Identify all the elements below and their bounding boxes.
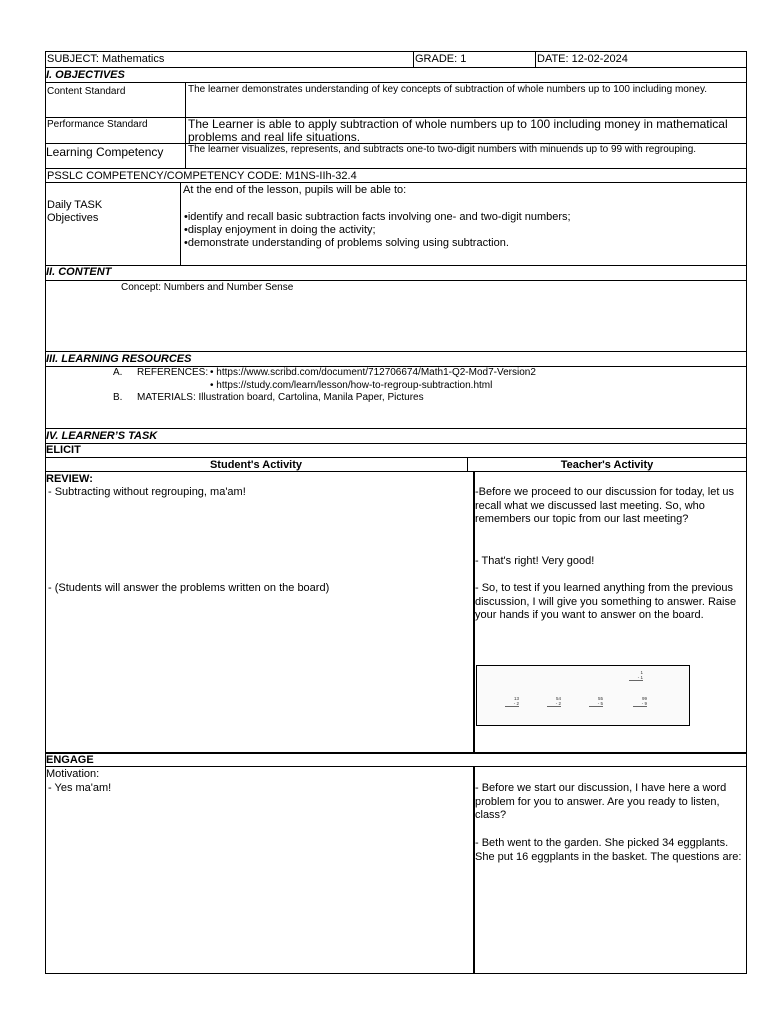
grade-label: GRADE: 1 bbox=[415, 53, 467, 65]
engage-teacher-prompt: - Beth went to the garden. She picked 34 eggplants. She put 16 eggplants in the basket. The questions are: bbox=[475, 837, 742, 863]
board-problem: 55 - 5 bbox=[589, 696, 603, 707]
content-standard-label: Content Standard bbox=[47, 86, 126, 97]
review-teacher-prompt: - So, to test if you learned anything from the previous discussion, I will give you something to answer. Raise your hands if you want to answer on the board. bbox=[475, 582, 737, 622]
daily-task-item: • display enjoyment in doing the activity; bbox=[184, 224, 571, 237]
concept-text: Concept: Numbers and Number Sense bbox=[121, 282, 294, 293]
engage-student-response: - Yes ma'am! bbox=[48, 782, 112, 794]
elicit-heading: ELICIT bbox=[46, 444, 81, 456]
content-standard-text: The learner demonstrates understanding of key concepts of subtraction of whole numbers up to 100 including money. bbox=[188, 84, 708, 95]
resources-heading: III. LEARNING RESOURCES bbox=[46, 353, 192, 365]
review-teacher-prompt: - That's right! Very good! bbox=[475, 555, 595, 567]
review-label: REVIEW: bbox=[46, 473, 93, 485]
performance-standard-label: Performance Standard bbox=[47, 119, 148, 130]
performance-standard-text: The Learner is able to apply subtraction of whole numbers up to 100 including money in mathematical problems and real life situations. bbox=[188, 117, 728, 144]
references-label: REFERENCES: bbox=[137, 367, 209, 378]
board-problem: 1 - 1 bbox=[629, 670, 643, 681]
daily-task-item: • demonstrate understanding of problems solving using subtraction. bbox=[184, 237, 571, 250]
board-problem: 99 - 9 bbox=[633, 696, 647, 707]
engage-heading: ENGAGE bbox=[46, 754, 94, 766]
materials-marker: B. bbox=[113, 392, 123, 403]
subject-label: SUBJECT: Mathematics bbox=[47, 53, 165, 65]
competency-code: PSSLC COMPETENCY/COMPETENCY CODE: M1NS-IIh-32.4 bbox=[47, 170, 357, 182]
student-activity-header: Student's Activity bbox=[209, 459, 303, 471]
reference-link[interactable]: • https://study.com/learn/lesson/how-to-regroup-subtraction.html bbox=[210, 380, 493, 391]
board-problem: 13 - 2 bbox=[505, 696, 519, 707]
teacher-activity-header: Teacher's Activity bbox=[560, 459, 654, 471]
board-problems-image bbox=[476, 665, 690, 726]
materials-text: MATERIALS: Illustration board, Cartolina, Manila Paper, Pictures bbox=[137, 392, 424, 403]
daily-task-intro: At the end of the lesson, pupils will be able to: bbox=[183, 184, 407, 196]
reference-link[interactable]: • https://www.scribd.com/document/712706674/Math1-Q2-Mod7-Version2 bbox=[210, 367, 536, 378]
references-marker: A. bbox=[113, 367, 123, 378]
objectives-heading: I. OBJECTIVES bbox=[46, 69, 125, 81]
learning-competency-text: The learner visualizes, represents, and subtracts one-to two-digit numbers with minuends up to 99 with regrouping. bbox=[188, 144, 697, 155]
review-teacher-prompt: -Before we proceed to our discussion for today, let us recall what we discussed last meeting. So, who remembers our topic from our last meeting? bbox=[475, 486, 735, 526]
daily-task-item: • identify and recall basic subtraction facts involving one- and two-digit numbers; bbox=[184, 211, 571, 224]
daily-task-list bbox=[184, 211, 571, 250]
date-label: DATE: 12-02-2024 bbox=[537, 53, 628, 65]
board-problem: 54 - 2 bbox=[547, 696, 561, 707]
engage-teacher-prompt: - Before we start our discussion, I have here a word problem for you to answer. Are you ready to listen, class? bbox=[475, 782, 727, 822]
review-student-response: - (Students will answer the problems written on the board) bbox=[48, 582, 330, 594]
learning-competency-label: Learning Competency bbox=[46, 145, 164, 159]
daily-task-label: Daily TASK Objectives bbox=[47, 199, 103, 224]
learners-task-heading: IV. LEARNER’S TASK bbox=[46, 430, 158, 442]
motivation-label: Motivation: bbox=[46, 768, 100, 780]
content-heading: II. CONTENT bbox=[46, 266, 112, 278]
review-student-response: - Subtracting without regrouping, ma'am! bbox=[48, 486, 246, 498]
